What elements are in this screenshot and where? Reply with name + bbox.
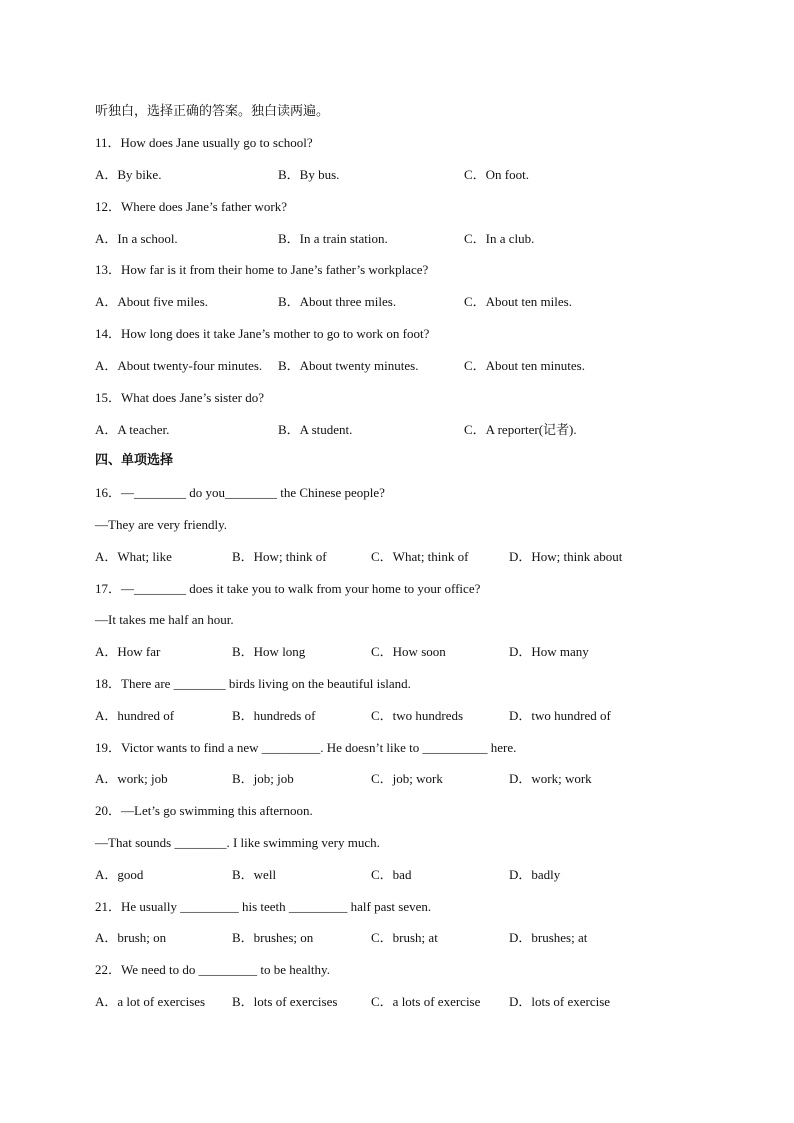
question-21-option-d[interactable]: D．brushes; at bbox=[509, 930, 588, 945]
question-11-option-b[interactable]: B．By bus. bbox=[278, 167, 340, 182]
question-12-stem: 12．Where does Jane’s father work? bbox=[95, 199, 288, 214]
question-21-option-a[interactable]: A．brush; on bbox=[95, 930, 167, 945]
question-17-option-c[interactable]: C．How soon bbox=[371, 644, 446, 659]
listening-instruction: 听独白，选择正确的答案。独白读两遍。 bbox=[95, 104, 330, 119]
section-title: 四、单项选择 bbox=[95, 453, 174, 468]
question-18-option-b[interactable]: B．hundreds of bbox=[232, 708, 316, 723]
question-22-option-b[interactable]: B．lots of exercises bbox=[232, 994, 338, 1009]
question-11-option-c[interactable]: C．On foot. bbox=[464, 167, 530, 182]
question-14-stem: 14．How long does it take Jane’s mother to go to work on foot? bbox=[95, 326, 430, 341]
question-14-option-c[interactable]: C．About ten minutes. bbox=[464, 358, 585, 373]
question-20-option-a[interactable]: A．good bbox=[95, 867, 144, 882]
question-16-option-a[interactable]: A．What; like bbox=[95, 549, 172, 564]
question-15-option-c[interactable]: C．A reporter(记者). bbox=[464, 422, 577, 437]
question-15-option-b[interactable]: B．A student. bbox=[278, 422, 353, 437]
question-18-option-a[interactable]: A．hundred of bbox=[95, 708, 175, 723]
question-14-option-a[interactable]: A．About twenty-four minutes. bbox=[95, 358, 263, 373]
question-17-stem: 17．—________ does it take you to walk from your home to your office? bbox=[95, 581, 481, 596]
question-12-option-a[interactable]: A．In a school. bbox=[95, 231, 178, 246]
question-21-option-c[interactable]: C．brush; at bbox=[371, 930, 438, 945]
question-16-stem: 16．—________ do you________ the Chinese people? bbox=[95, 485, 385, 500]
question-16-option-c[interactable]: C．What; think of bbox=[371, 549, 469, 564]
question-15-option-a[interactable]: A．A teacher. bbox=[95, 422, 170, 437]
question-17-option-a[interactable]: A．How far bbox=[95, 644, 161, 659]
question-20-reply: —That sounds ________. I like swimming very much. bbox=[95, 835, 380, 850]
question-21-stem: 21．He usually _________ his teeth _________ half past seven. bbox=[95, 899, 432, 914]
question-21-option-b[interactable]: B．brushes; on bbox=[232, 930, 314, 945]
question-20-option-d[interactable]: D．badly bbox=[509, 867, 561, 882]
question-19-option-a[interactable]: A．work; job bbox=[95, 771, 168, 786]
question-13-option-c[interactable]: C．About ten miles. bbox=[464, 294, 572, 309]
question-18-option-d[interactable]: D．two hundred of bbox=[509, 708, 611, 723]
question-20-option-c[interactable]: C．bad bbox=[371, 867, 412, 882]
question-12-option-c[interactable]: C．In a club. bbox=[464, 231, 535, 246]
question-18-stem: 18．There are ________ birds living on the beautiful island. bbox=[95, 676, 411, 691]
question-16-option-b[interactable]: B．How; think of bbox=[232, 549, 327, 564]
question-14-option-b[interactable]: B．About twenty minutes. bbox=[278, 358, 419, 373]
question-11-stem: 11．How does Jane usually go to school? bbox=[95, 135, 313, 150]
question-22-option-c[interactable]: C．a lots of exercise bbox=[371, 994, 481, 1009]
question-16-reply: —They are very friendly. bbox=[95, 517, 227, 532]
question-13-option-a[interactable]: A．About five miles. bbox=[95, 294, 209, 309]
question-20-option-b[interactable]: B．well bbox=[232, 867, 277, 882]
question-19-option-c[interactable]: C．job; work bbox=[371, 771, 443, 786]
question-12-option-b[interactable]: B．In a train station. bbox=[278, 231, 388, 246]
question-20-stem: 20．—Let’s go swimming this afternoon. bbox=[95, 803, 313, 818]
question-22-option-a[interactable]: A．a lot of exercises bbox=[95, 994, 206, 1009]
question-13-option-b[interactable]: B．About three miles. bbox=[278, 294, 397, 309]
question-17-option-d[interactable]: D．How many bbox=[509, 644, 589, 659]
question-17-option-b[interactable]: B．How long bbox=[232, 644, 306, 659]
question-22-option-d[interactable]: D．lots of exercise bbox=[509, 994, 611, 1009]
question-11-option-a[interactable]: A．By bike. bbox=[95, 167, 162, 182]
question-13-stem: 13．How far is it from their home to Jane’s father’s workplace? bbox=[95, 262, 429, 277]
question-15-stem: 15．What does Jane’s sister do? bbox=[95, 390, 264, 405]
question-22-stem: 22．We need to do _________ to be healthy. bbox=[95, 962, 330, 977]
question-19-stem: 19．Victor wants to find a new _________. He doesn’t like to __________ here. bbox=[95, 740, 517, 755]
question-18-option-c[interactable]: C．two hundreds bbox=[371, 708, 464, 723]
question-16-option-d[interactable]: D．How; think about bbox=[509, 549, 623, 564]
question-17-reply: —It takes me half an hour. bbox=[95, 612, 234, 627]
question-19-option-d[interactable]: D．work; work bbox=[509, 771, 592, 786]
question-19-option-b[interactable]: B．job; job bbox=[232, 771, 294, 786]
